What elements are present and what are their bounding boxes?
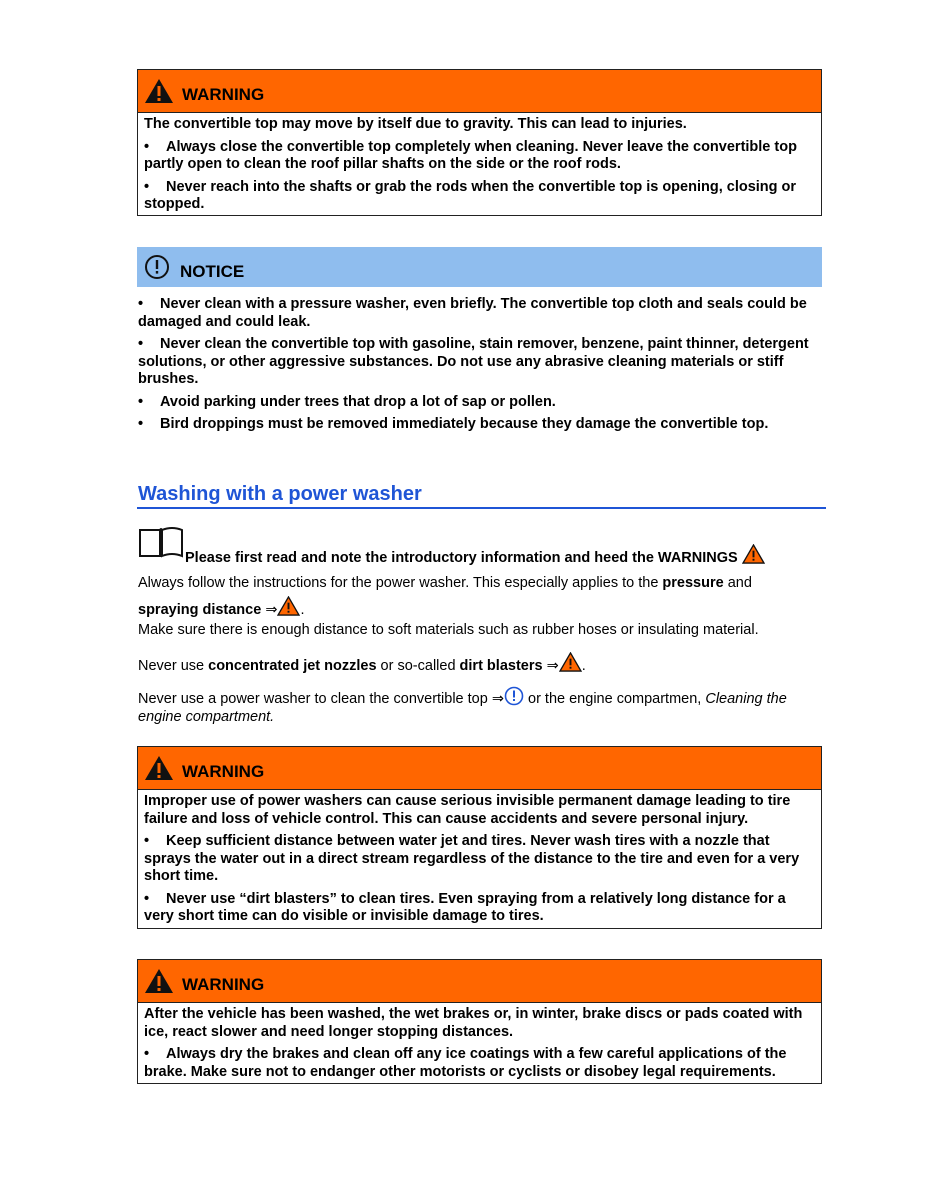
notice-header [137, 247, 822, 287]
exclamation-circle-icon [144, 254, 170, 280]
warning-bullet: • Never reach into the shafts or grab the rods when the convertible top is opening, closing or stopped. [144, 178, 797, 212]
instruction-paragraph-nozzles: Never use concentrated jet nozzles or so-called dirt blasters ⇒ . [138, 652, 828, 676]
warning-title: WARNING [182, 85, 265, 104]
notice-body [138, 296, 822, 439]
notice-title: NOTICE [180, 262, 245, 281]
warning-bullet: • Keep sufficient distance between water jet and tires. Never wash tires with a nozzle that sprays the water out in a direct stream regardless of the distance to the tire and even for a very short time. [144, 833, 800, 884]
open-book-icon [138, 526, 184, 558]
cross-reference-link[interactable]: Cleaning the engine compartment. [138, 691, 787, 725]
instruction-paragraph-pressure: Always follow the instructions for the power washer. This especially applies to the pressure and spraying distance ⇒ . [138, 575, 752, 618]
warning-triangle-icon [144, 78, 174, 104]
section-title: Washing with a power washer [138, 483, 422, 505]
bullet-icon: • [144, 1046, 150, 1062]
warning-triangle-icon [144, 755, 174, 781]
read-first-line [138, 526, 828, 566]
bullet-icon: • [144, 833, 150, 849]
notice-bullet: • Never clean the convertible top with gasoline, stain remover, benzene, paint thinner, detergent solutions, or other aggressive substances. Do not use any abrasive cleaning materials or stiff brushes. [138, 336, 809, 387]
warning-box-wet-brakes [137, 959, 822, 1084]
warning-link-icon[interactable] [742, 544, 765, 564]
bullet-icon: • [138, 393, 144, 410]
warning-header [138, 747, 821, 790]
warning-body [138, 113, 821, 218]
instruction-paragraph-distance: Make sure there is enough distance to soft materials such as rubber hoses or insulating material. [138, 622, 759, 638]
bullet-icon: • [138, 296, 144, 312]
instruction-paragraph-convertible: Never use a power washer to clean the convertible top ⇒ or the engine compartmen, Cleaning the engine compartment. [138, 686, 828, 726]
bullet-icon: • [138, 416, 144, 432]
bullet-icon: • [144, 138, 150, 155]
warning-bullet: • Always dry the brakes and clean off any ice coatings with a few careful applications of the brake. Make sure not to endanger other motorists or cyclists or disobey legal requirements. [144, 1046, 787, 1080]
notice-bullet: • Avoid parking under trees that drop a lot of sap or pollen. [138, 393, 556, 410]
warning-triangle-icon [144, 968, 174, 994]
notice-link-icon[interactable] [504, 686, 524, 706]
warning-bullet: • Always close the convertible top completely when cleaning. Never leave the convertible top partly open to clean the roof pillar shafts on the side or the roof rods. [144, 138, 797, 172]
read-first-text: Please first read and note the introductory information and heed the WARNINGS [185, 544, 765, 566]
warning-box-convertible-top [137, 69, 822, 216]
warning-bullet: • Never use “dirt blasters” to clean tires. Even spraying from a relatively long distance for a very short time can do visible or invisible damage to tires. [144, 890, 786, 924]
section-divider [137, 507, 826, 509]
warning-intro: The convertible top may move by itself due to gravity. This can lead to injuries. [144, 116, 687, 132]
notice-bullet: • Bird droppings must be removed immediately because they damage the convertible top. [138, 416, 769, 432]
bullet-icon: • [138, 336, 144, 352]
warning-intro: After the vehicle has been washed, the wet brakes or, in winter, brake discs or pads coated with ice, react slower and need longer stopping distances. [144, 1006, 803, 1040]
warning-title: WARNING [182, 975, 265, 994]
warning-intro: Improper use of power washers can cause serious invisible permanent damage leading to tire failure and loss of vehicle control. This can cause accidents and severe personal injury. [144, 793, 791, 827]
bullet-icon: • [144, 890, 150, 907]
notice-bullet: • Never clean with a pressure washer, even briefly. The convertible top cloth and seals could be damaged and could leak. [138, 296, 807, 330]
warning-title: WARNING [182, 762, 265, 781]
warning-header [138, 960, 821, 1003]
bullet-icon: • [144, 178, 150, 195]
warning-header [138, 70, 821, 113]
warning-link-icon[interactable] [277, 596, 300, 616]
warning-body [138, 790, 821, 930]
warning-link-icon[interactable] [559, 652, 582, 672]
warning-body [138, 1003, 821, 1085]
warning-box-power-washer-tires [137, 746, 822, 929]
